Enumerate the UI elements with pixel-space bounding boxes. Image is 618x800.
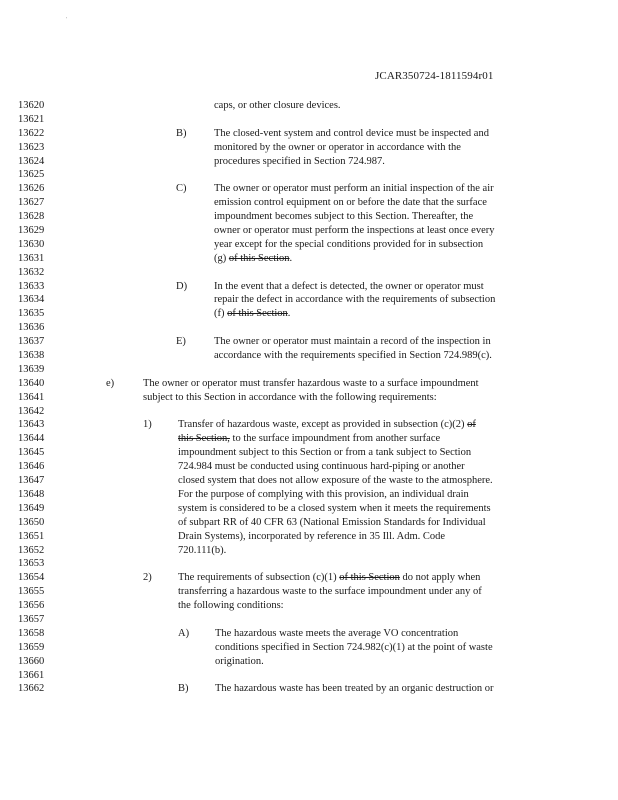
item-label: 2) <box>143 572 152 584</box>
paragraph-text: The hazardous waste meets the average VO concentration <box>215 627 459 639</box>
line-number: 13637 <box>18 336 45 348</box>
line-number: 13651 <box>18 530 45 542</box>
line-number: 13659 <box>18 641 45 653</box>
line-number: 13647 <box>18 475 45 487</box>
line-number: 13636 <box>18 322 45 334</box>
paragraph-text: For the purpose of complying with this provision, an individual drain <box>178 488 469 500</box>
paragraph-text: subject to this Section in accordance with the following requirements: <box>143 391 437 403</box>
line-number: 13628 <box>18 211 45 223</box>
paragraph-text: The owner or operator must transfer hazardous waste to a surface impoundment <box>143 377 479 389</box>
line-number: 13646 <box>18 461 45 473</box>
paragraph-text: impoundment becomes subject to this Section. Thereafter, the <box>214 211 474 223</box>
line-number: 13635 <box>18 308 45 320</box>
line-number: 13658 <box>18 627 45 639</box>
line-number: 13620 <box>18 100 45 111</box>
paragraph-text: this Section, to the surface impoundment from another surface <box>178 433 441 445</box>
corner-mark: ' <box>66 17 68 23</box>
paragraph-text: caps, or other closure devices. <box>214 100 341 111</box>
paragraph-text: The requirements of subsection (c)(1) of this Section do not apply when <box>178 572 481 584</box>
struck-text: of <box>467 419 476 431</box>
paragraph-text: emission control equipment on or before the date that the surface <box>214 197 487 209</box>
line-number: 13629 <box>18 225 45 237</box>
paragraph-text: The hazardous waste has been treated by an organic destruction or <box>215 683 494 695</box>
section-label: e) <box>106 377 115 389</box>
line-number: 13662 <box>18 683 45 695</box>
line-number: 13641 <box>18 391 45 403</box>
paragraph-text: procedures specified in Section 724.987. <box>214 155 385 167</box>
line-number: 13656 <box>18 600 45 612</box>
line-number: 13653 <box>18 558 45 570</box>
line-number: 13655 <box>18 586 45 598</box>
line-number: 13643 <box>18 419 45 431</box>
item-label: E) <box>176 336 186 348</box>
line-number: 13639 <box>18 363 45 375</box>
paragraph-text: closed system that does not allow exposure of the waste to the atmosphere. <box>178 475 493 487</box>
line-number: 13654 <box>18 572 45 584</box>
line-number: 13638 <box>18 350 45 362</box>
document-id: JCAR350724-1811594r01 <box>375 70 494 82</box>
line-number: 13657 <box>18 613 45 625</box>
line-number: 13644 <box>18 433 45 445</box>
struck-text: this Section, <box>178 433 230 445</box>
line-number: 13623 <box>18 141 45 153</box>
paragraph-text: the following conditions: <box>178 600 284 612</box>
line-number: 13633 <box>18 280 45 292</box>
line-number: 13634 <box>18 294 45 306</box>
line-number: 13640 <box>18 377 45 389</box>
paragraph-text: of subpart RR of 40 CFR 63 (National Emission Standards for Individual <box>178 516 486 528</box>
paragraph-text: origination. <box>215 655 264 667</box>
line-number: 13624 <box>18 155 45 167</box>
paragraph-text: year except for the special conditions provided for in subsection <box>214 238 484 250</box>
line-number: 13625 <box>18 169 45 181</box>
line-number: 13661 <box>18 669 45 681</box>
paragraph-text: system is considered to be a closed system when it meets the requirements <box>178 502 491 514</box>
item-label: B) <box>178 683 189 695</box>
paragraph-text: Transfer of hazardous waste, except as provided in subsection (c)(2) of <box>178 419 476 431</box>
line-number: 13642 <box>18 405 45 417</box>
paragraph-text: monitored by the owner or operator in accordance with the <box>214 141 461 153</box>
line-number: 13626 <box>18 183 45 195</box>
struck-text: of this Section <box>339 572 400 584</box>
item-label: D) <box>176 280 188 292</box>
paragraph-text: In the event that a defect is detected, the owner or operator must <box>214 280 484 292</box>
paragraph-text: conditions specified in Section 724.982(c)(1) at the point of waste <box>215 641 493 653</box>
line-number: 13648 <box>18 488 45 500</box>
paragraph-text: The closed-vent system and control device must be inspected and <box>214 127 489 139</box>
paragraph-text: Drain Systems), incorporated by reference in 35 Ill. Adm. Code <box>178 530 446 542</box>
item-label: A) <box>178 627 190 639</box>
paragraph-text: repair the defect in accordance with the requirements of subsection <box>214 294 496 306</box>
paragraph-text: transferring a hazardous waste to the surface impoundment under any of <box>178 586 482 598</box>
item-label: B) <box>176 127 187 139</box>
line-number: 13645 <box>18 447 45 459</box>
paragraph-text: (f) of this Section. <box>214 308 291 320</box>
paragraph-text: accordance with the requirements specified in Section 724.989(c). <box>214 350 492 362</box>
item-label: C) <box>176 183 187 195</box>
paragraph-text: impoundment subject to this Section or from a tank subject to Section <box>178 447 472 459</box>
line-number: 13621 <box>18 113 45 125</box>
line-number: 13660 <box>18 655 45 667</box>
line-number: 13649 <box>18 502 45 514</box>
line-number: 13650 <box>18 516 45 528</box>
line-number: 13652 <box>18 544 45 556</box>
paragraph-text: owner or operator must perform the inspections at least once every <box>214 225 495 237</box>
item-label: 1) <box>143 419 152 431</box>
struck-text: of this Section <box>228 252 290 264</box>
line-number: 13630 <box>18 238 45 250</box>
line-number: 13631 <box>18 252 45 264</box>
paragraph-text: 724.984 must be conducted using continuous hard-piping or another <box>178 461 465 473</box>
paragraph-text: 720.111(b). <box>178 544 227 556</box>
document-body <box>0 99 618 696</box>
paragraph-text: The owner or operator must perform an initial inspection of the air <box>214 183 494 195</box>
struck-text: of this Section <box>227 308 288 320</box>
line-number: 13632 <box>18 266 45 278</box>
line-number: 13622 <box>18 127 45 139</box>
paragraph-text: (g) of this Section. <box>214 252 293 264</box>
paragraph-text: The owner or operator must maintain a record of the inspection in <box>214 336 491 348</box>
line-number: 13627 <box>18 197 45 209</box>
